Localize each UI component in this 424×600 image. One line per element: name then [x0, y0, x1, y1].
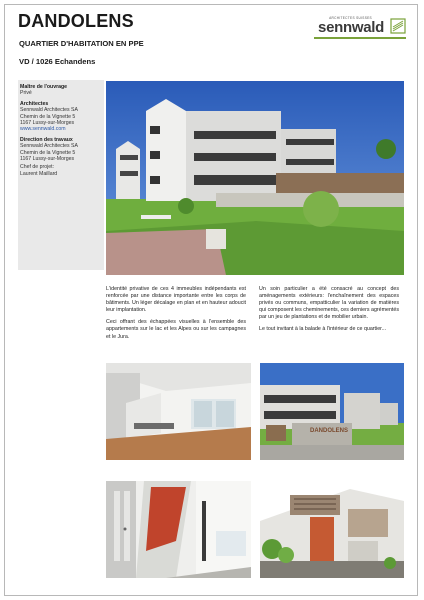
logo-underline	[314, 37, 406, 39]
logo-tagline: ARCHITECTES SUISSES	[329, 16, 372, 20]
exterior-entrance-photo	[260, 363, 404, 460]
sennwald-logo	[296, 16, 406, 42]
website-link[interactable]: www.sennwald.com	[20, 126, 66, 133]
body-paragraph: Un soin particulier a été consacré au concept des aménagements extérieurs: l'enchaînement des espaces privés ou communs, empatticulier la variation de matières qui composent les cheminements, ces derniers agrémentés par un jeu de plantations et de mobilier urbain.	[259, 286, 399, 321]
logo-wordmark: sennwald	[318, 19, 384, 36]
direction-line: Sennwald Architectes SA	[20, 143, 78, 150]
body-paragraph: Le tout invitant à la balade à l'intérieur de ce quartier...	[259, 326, 387, 333]
owner-heading: Maître de l'ouvrage	[20, 84, 68, 90]
project-lead-heading: Chef de projet:	[20, 164, 55, 171]
logo-mark-icon	[390, 18, 406, 34]
page-title: DANDOLENS	[18, 11, 134, 31]
body-column-left	[106, 286, 246, 346]
facade-detail-photo	[260, 481, 404, 578]
project-info-sidebar	[18, 80, 104, 270]
hero-photo	[106, 81, 404, 275]
architects-line: 1167 Lussy-sur-Morges	[20, 120, 75, 127]
architects-line: Chemin de la Vignette 5	[20, 113, 76, 120]
project-location: VD / 1026 Echandens	[19, 57, 96, 66]
architects-heading: Architectes	[20, 100, 49, 107]
body-column-right	[259, 286, 399, 339]
project-lead-name: Laurent Maillard	[20, 170, 58, 177]
owner-value: Privé	[20, 90, 32, 97]
interior-living-room-photo	[106, 363, 251, 460]
entrance-sign-text: DANDOLENS	[310, 428, 349, 434]
interior-staircase-photo	[106, 481, 251, 578]
body-paragraph: L'identité privative de ces 4 immeubles indépendants est renforcée par une distance importante entre les corps de bâtiments. Un léger décalage en plan et en hauteur adoucit leur implantation.	[106, 286, 246, 314]
body-paragraph: Ceci offrant des échappées visuelles à l'ensemble des appartements sur le lac et les Alpes ou sur les campagnes et le Jura.	[106, 319, 246, 340]
page-subtitle: QUARTIER D'HABITATION EN PPE	[19, 39, 144, 48]
direction-line: Chemin de la Vignette 5	[20, 149, 76, 156]
direction-line: 1167 Lussy-sur-Morges	[20, 156, 75, 163]
direction-heading: Direction des travaux	[20, 136, 73, 143]
architects-line: Sennwald Architectes SA	[20, 107, 78, 114]
